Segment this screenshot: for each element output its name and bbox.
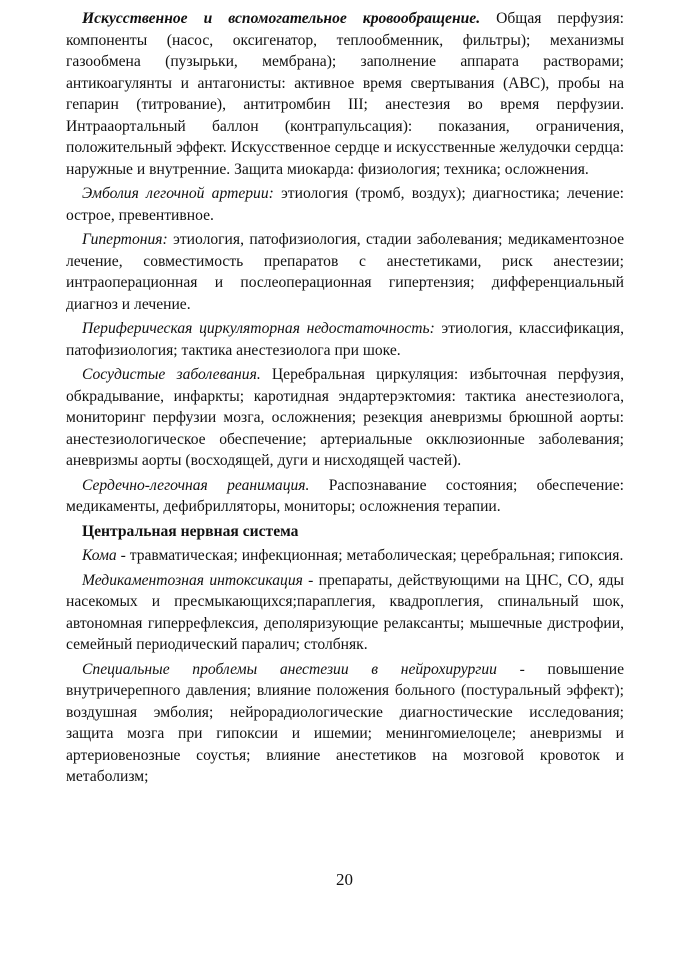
paragraph-lead: Сердечно-легочная реанимация. [82,476,310,494]
paragraph-circulation [66,8,624,180]
paragraph-lead: Кома [82,547,117,564]
paragraph-text: - препараты, действующими на ЦНС, СО, яды насекомых и пресмыкающихся;параплегия, квадроплегия, спинальный шок, автономная гиперрефлексия, деполяризующие релаксанты; мышечные дистрофии, семейный периодический паралич; столбняк. [66,571,624,653]
paragraph-intoxication [66,570,624,656]
paragraph-lead: Гипертония: [82,231,168,248]
paragraph-peripheral-insufficiency [66,318,624,361]
paragraph-text: этиология, патофизиология, стадии заболевания; медикаментозное лечение, совместимость препаратов с анестетиками, риск анестезии; интраоперационная и послеоперационная гипертензия; дифференциальный диагноз и лечение. [66,231,624,313]
paragraph-lead: Медикаментозная интоксикация [82,571,303,589]
paragraph-hypertension [66,229,624,315]
page-content [66,8,624,791]
paragraph-lead: Специальные проблемы анестезии в нейрохирургии [82,660,497,678]
paragraph-text: Общая перфузия: компоненты (насос, оксигенатор, теплообменник, фильтры); механизмы газообмена (пузырьки, мембрана); заполнение аппарата растворами; антикоагулянты и антагонисты: активное время свертывания (ABC), пробы на гепарин (титрование), антитромбин III; анестезия во время перфузии. Интрааортальный баллон (контрапульсация): показания, ограничения, положительный эффект. Искусственное сердце и искусственные желудочки сердца: наружные и внутренние. Защита миокарда: физиология; техника; осложнения. [66,10,624,178]
paragraph-lead: Сосудистые заболевания. [82,366,261,383]
paragraph-neurosurgery [66,659,624,788]
paragraph-lead: Искусственное и вспомогательное кровообращение. [82,10,481,27]
paragraph-text: этиология (тромб, воздух); диагностика; лечение: острое, превентивное. [66,185,625,224]
paragraph-text: Церебральная циркуляция: избыточная перфузия, обкрадывание, инфаркты; каротидная эндартерэктомия: тактика анестезиолога, мониторинг перфузии мозга, осложнения; резекция аневризмы брюшной аорты: анестезиологическое обеспечение; артериальные окклюзионные заболевания; аневризмы аорты (восходящей, дуги и нисходящей частей). [66,366,624,469]
paragraph-embolism [66,183,624,226]
paragraph-text: - травматическая; инфекционная; метаболическая; церебральная; гипоксия. [116,547,624,564]
paragraph-text: Распознавание состояния; обеспечение: медикаменты, дефибрилляторы, мониторы; осложнения терапии. [66,476,624,515]
section-title: Центральная нервная система [82,522,299,540]
page-number: 20 [336,870,353,889]
paragraph-lead: Эмболия легочной артерии: [82,185,274,202]
paragraph-coma [66,545,624,567]
paragraph-text: этиология, классификация, патофизиология; тактика анестезиолога при шоке. [66,320,624,359]
paragraph-cpr [66,475,624,518]
paragraph-lead: Периферическая циркуляторная недостаточность: [82,320,435,337]
paragraph-vascular-diseases [66,364,624,472]
paragraph-text: - повышение внутричерепного давления; влияние положения больного (постуральный эффект); воздушная эмболия; нейрорадиологические диагностические исследования; защита мозга при гипоксии и ишемии; менингомиелоцеле; аневризмы и артериовенозные соустья; влияние анестетиков на мозговой кровоток и метаболизм; [66,660,625,785]
